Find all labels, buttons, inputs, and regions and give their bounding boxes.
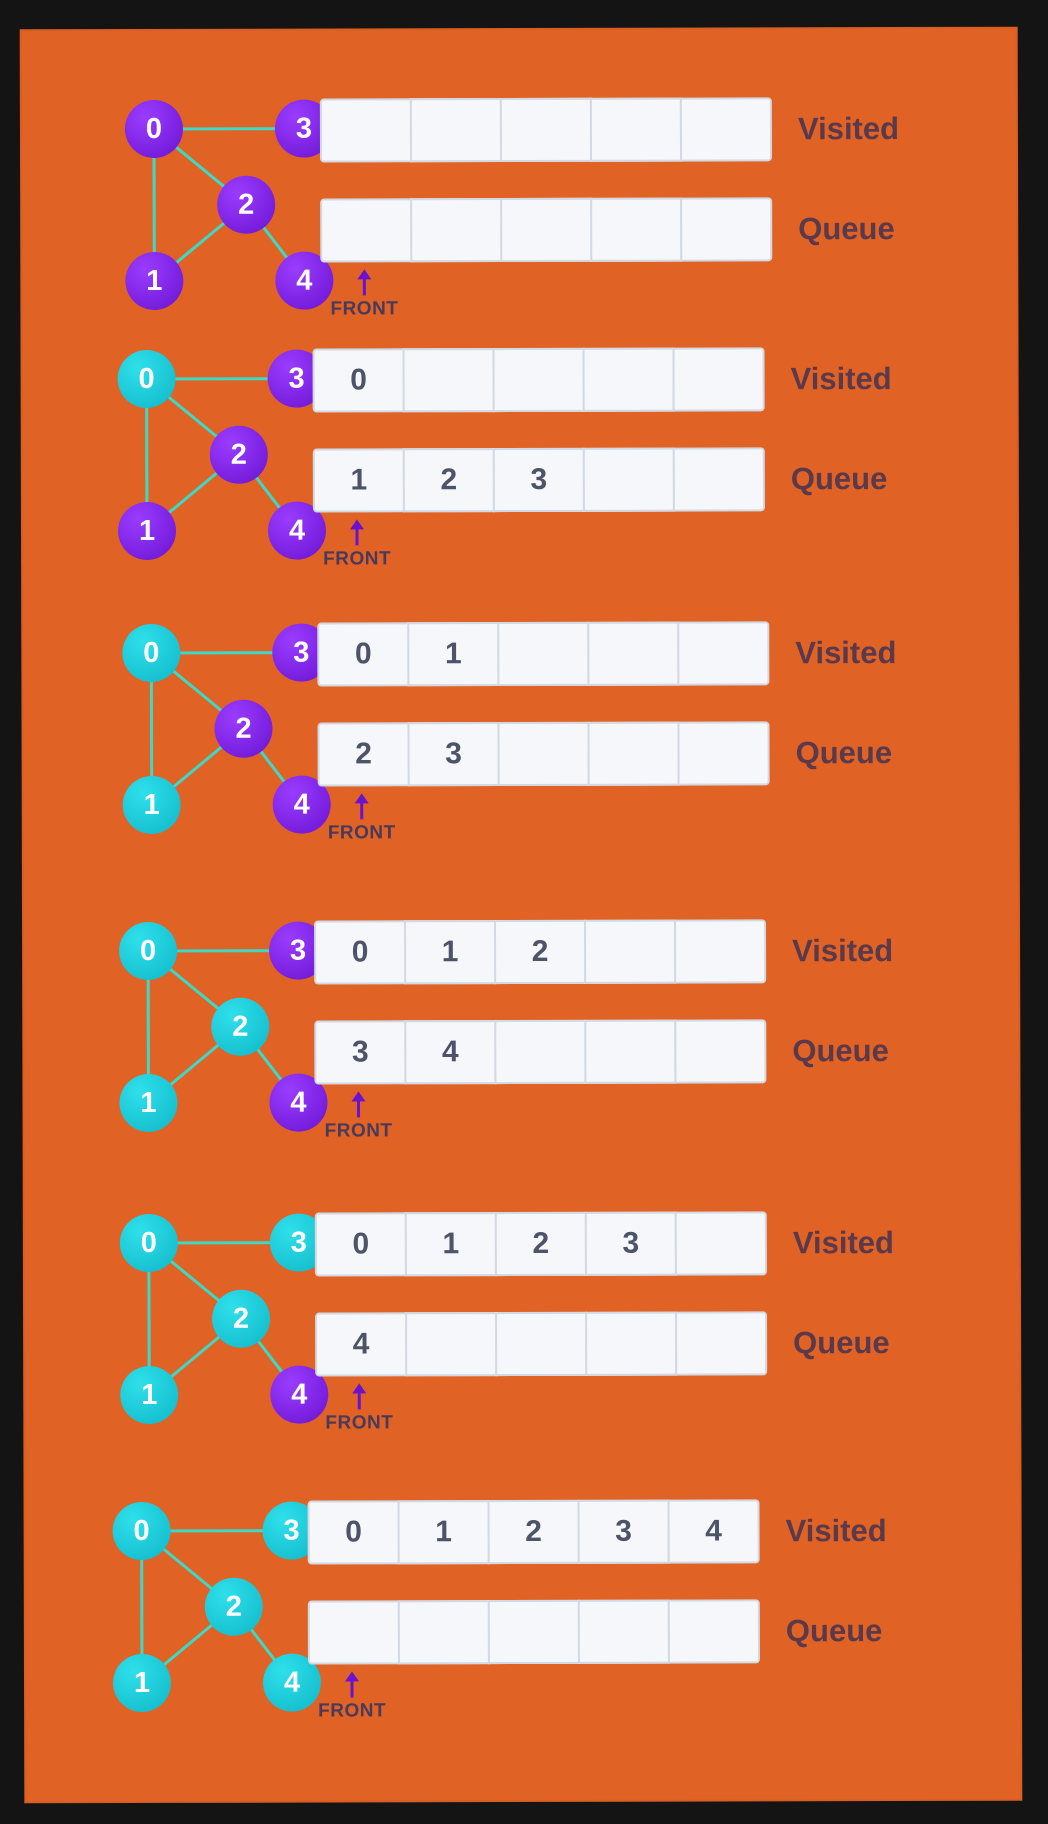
queue-cell-3 [583,448,675,512]
queue-label: Queue [798,211,895,247]
front-pointer [322,792,402,844]
visited-cell-3: 3 [585,1212,677,1276]
visited-array [308,1499,758,1564]
queue-cell-2 [494,1020,586,1084]
graph-node-4: 4 [273,775,331,833]
queue-cell-0: 1 [313,448,405,512]
visited-cell-2: 2 [488,1500,580,1564]
queue-cell-4 [680,197,772,261]
bfs-step-3 [24,879,1019,1172]
graph-node-2: 2 [211,998,269,1056]
graph-node-3: 3 [268,350,326,408]
graph [87,1461,328,1699]
graph-node-1: 1 [125,252,183,310]
visited-cell-0: 0 [315,1212,407,1276]
graph-node-4: 4 [270,1366,328,1424]
visited-array [314,919,764,984]
visited-cell-2 [500,98,592,162]
visited-cell-4: 4 [668,1499,760,1563]
queue-cell-1 [405,1312,497,1376]
bfs-step-4 [25,1171,1020,1464]
visited-cell-3 [583,348,675,412]
graph-node-2: 2 [210,426,268,484]
queue-array [317,721,767,786]
graph-node-0: 0 [125,100,183,158]
visited-cell-1: 1 [398,1500,490,1564]
up-arrow-icon [348,1090,368,1118]
bfs-diagram-canvas [22,29,1021,1802]
graph-node-4: 4 [268,502,326,560]
queue-cell-0 [308,1600,400,1664]
bfs-step-1 [22,307,1017,600]
visited-cell-0: 0 [314,920,406,984]
graph-node-3: 3 [269,922,327,980]
graph-node-4: 4 [263,1654,321,1712]
queue-cell-2 [495,1312,587,1376]
front-label: FRONT [323,548,392,570]
graph-node-1: 1 [119,1074,177,1132]
front-label: FRONT [330,298,399,320]
queue-label: Queue [793,1325,890,1361]
graph-node-2: 2 [217,176,275,234]
visited-cell-1: 1 [405,1212,497,1276]
queue-cell-1 [410,198,502,262]
up-arrow-icon [347,518,367,546]
queue-cell-4 [677,721,769,785]
queue-label: Queue [792,1033,889,1069]
queue-cell-0: 3 [314,1020,406,1084]
queue-cell-2: 3 [493,448,585,512]
queue-cell-2 [497,722,589,786]
visited-cell-4 [673,347,765,411]
queue-cell-0 [320,198,412,262]
visited-cell-4 [675,1211,767,1275]
visited-cell-4 [677,621,769,685]
visited-cell-2 [493,348,585,412]
visited-cell-0 [320,98,412,162]
visited-label: Visited [797,111,900,147]
queue-array [315,1311,765,1376]
front-pointer [318,1090,398,1142]
graph [92,308,333,547]
visited-cell-2: 2 [495,1212,587,1276]
graph-node-3: 3 [275,99,333,157]
graph-node-0: 0 [113,1502,171,1560]
visited-label: Visited [792,933,894,969]
visited-label: Visited [785,1513,887,1549]
front-label: FRONT [324,1120,393,1142]
graph-node-2: 2 [214,700,272,758]
visited-cell-3 [587,622,679,686]
bfs-step-0 [22,57,1017,350]
queue-label: Queue [785,1613,883,1649]
visited-cell-3: 3 [578,1500,670,1564]
queue-cell-2 [488,1600,580,1664]
graph-node-0: 0 [118,350,176,408]
visited-cell-1 [403,348,495,412]
queue-cell-0: 2 [317,722,409,786]
queue-array [314,1019,764,1084]
queue-cell-2 [500,198,592,262]
graph-node-3: 3 [263,1502,321,1560]
visited-cell-0: 0 [308,1500,400,1564]
up-arrow-icon [354,268,374,296]
front-label: FRONT [325,1412,394,1434]
graph-node-1: 1 [120,1366,178,1424]
graph [97,582,338,821]
front-label: FRONT [327,822,396,844]
visited-cell-2: 2 [494,920,586,984]
queue-cell-1: 4 [404,1020,496,1084]
graph-node-2: 2 [212,1290,270,1348]
visited-array [317,621,767,686]
front-label: FRONT [318,1700,387,1722]
queue-cell-3 [585,1312,677,1376]
visited-label: Visited [795,635,897,671]
visited-cell-1: 1 [404,920,496,984]
front-pointer [312,1670,392,1722]
graph [100,58,341,297]
queue-cell-1 [398,1600,490,1664]
graph-node-4: 4 [269,1074,327,1132]
visited-cell-1 [410,98,502,162]
visited-cell-0: 0 [313,348,405,412]
graph-node-0: 0 [122,624,180,682]
visited-array [320,97,770,162]
graph-node-2: 2 [205,1578,263,1636]
queue-cell-3 [587,722,679,786]
queue-cell-4 [675,1311,767,1375]
visited-cell-2 [497,622,589,686]
queue-array [320,197,770,262]
queue-cell-3 [584,1020,676,1084]
visited-cell-3 [590,98,682,162]
bfs-step-5 [25,1459,1020,1752]
graph-node-0: 0 [120,1214,178,1272]
front-pointer [317,518,397,570]
queue-cell-1: 3 [407,722,499,786]
queue-cell-4 [673,447,765,511]
queue-label: Queue [790,461,888,497]
queue-array [308,1599,758,1664]
graph-node-3: 3 [272,623,330,681]
up-arrow-icon [349,1382,369,1410]
visited-label: Visited [790,361,892,397]
visited-cell-1: 1 [407,622,499,686]
graph-node-4: 4 [275,251,333,309]
graph-node-3: 3 [270,1214,328,1272]
graph [94,880,335,1119]
visited-cell-4 [680,97,772,161]
bfs-step-2 [23,581,1018,874]
up-arrow-icon [342,1670,362,1698]
queue-cell-4 [668,1599,760,1663]
queue-array [313,447,763,512]
queue-cell-3 [590,198,682,262]
queue-cell-0: 4 [315,1312,407,1376]
graph-node-1: 1 [123,776,181,834]
front-pointer [319,1382,399,1434]
graph-node-0: 0 [119,922,177,980]
graph-node-1: 1 [113,1654,171,1712]
queue-cell-1: 2 [403,448,495,512]
visited-array [315,1211,765,1276]
visited-cell-3 [584,920,676,984]
graph-node-1: 1 [118,502,176,560]
visited-cell-0: 0 [317,622,409,686]
visited-array [313,347,763,412]
queue-cell-3 [578,1600,670,1664]
visited-label: Visited [792,1225,894,1261]
up-arrow-icon [352,792,372,820]
graph [95,1172,336,1411]
queue-label: Queue [795,735,893,771]
visited-cell-4 [674,919,766,983]
queue-cell-4 [674,1019,766,1083]
